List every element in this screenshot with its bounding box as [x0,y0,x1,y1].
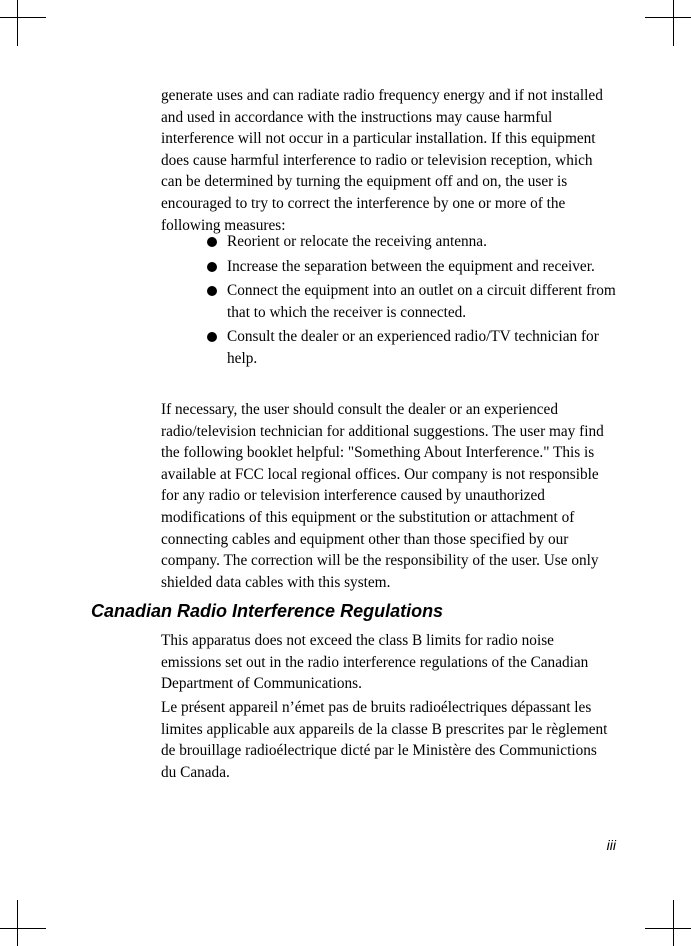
measure-text: Increase the separation between the equipment and receiver. [227,257,595,275]
bullet-icon [207,237,217,247]
crop-mark-bottom-right-v [673,900,674,946]
measure-text: Connect the equipment into an outlet on a circuit different from that to which the receiver is connected. [227,282,616,321]
measures-list [207,231,617,373]
crop-mark-top-left-h [0,17,46,18]
list-item [207,280,617,323]
crop-mark-bottom-left-v [17,900,18,946]
bullet-icon [207,332,217,342]
crop-mark-top-right-h [645,17,691,18]
page-number: iii [606,837,616,853]
canadian-english-paragraph: This apparatus does not exceed the class B limits for radio noise emissions set out in the radio interference regulations of the Canadian Department of Communications. [161,632,589,693]
canadian-french-paragraph: Le présent appareil n’émet pas de bruits radioélectriques dépassant les limites applicable aux appareils de la classe B prescrites par le règlement de brouillage radioélectrique dicté par le Ministère des Communictions du Canada. [161,699,608,781]
measure-text: Reorient or relocate the receiving antenna. [227,233,487,250]
list-item [207,231,617,253]
measure-text: Consult the dealer or an experienced radio/TV technician for help. [227,328,599,367]
crop-mark-bottom-right-h [645,928,691,929]
list-item [207,256,617,278]
list-item [207,326,617,369]
crop-mark-top-right-v [673,0,674,46]
section-heading: Canadian Radio Interference Regulations [91,601,444,621]
bullet-icon [207,262,217,272]
crop-mark-bottom-left-h [0,928,46,929]
intro-paragraph: generate uses and can radiate radio frequency energy and if not installed and used in accordance with the instructions may cause harmful interference will not occur in a particular installation. If this equipment does cause harmful interference to radio or television reception, which can be determined by turning the equipment off and on, the user is encouraged to try to correct the interference by one or more of the following measures: [161,87,603,234]
crop-mark-top-left-v [17,0,18,46]
bullet-icon [207,286,217,296]
fcc-paragraph: If necessary, the user should consult the dealer or an experienced radio/television technician for additional suggestions. The user may find the following booklet helpful: "Something About Interference." This is available at FCC local regional offices. Our company is not responsible for any radio or television interference caused by unauthorized modifications of this equipment or the substitution or attachment of connecting cables and equipment other than those specified by our company. The correction will be the responsibility of the user. Use only shielded data cables with this system. [161,401,604,591]
